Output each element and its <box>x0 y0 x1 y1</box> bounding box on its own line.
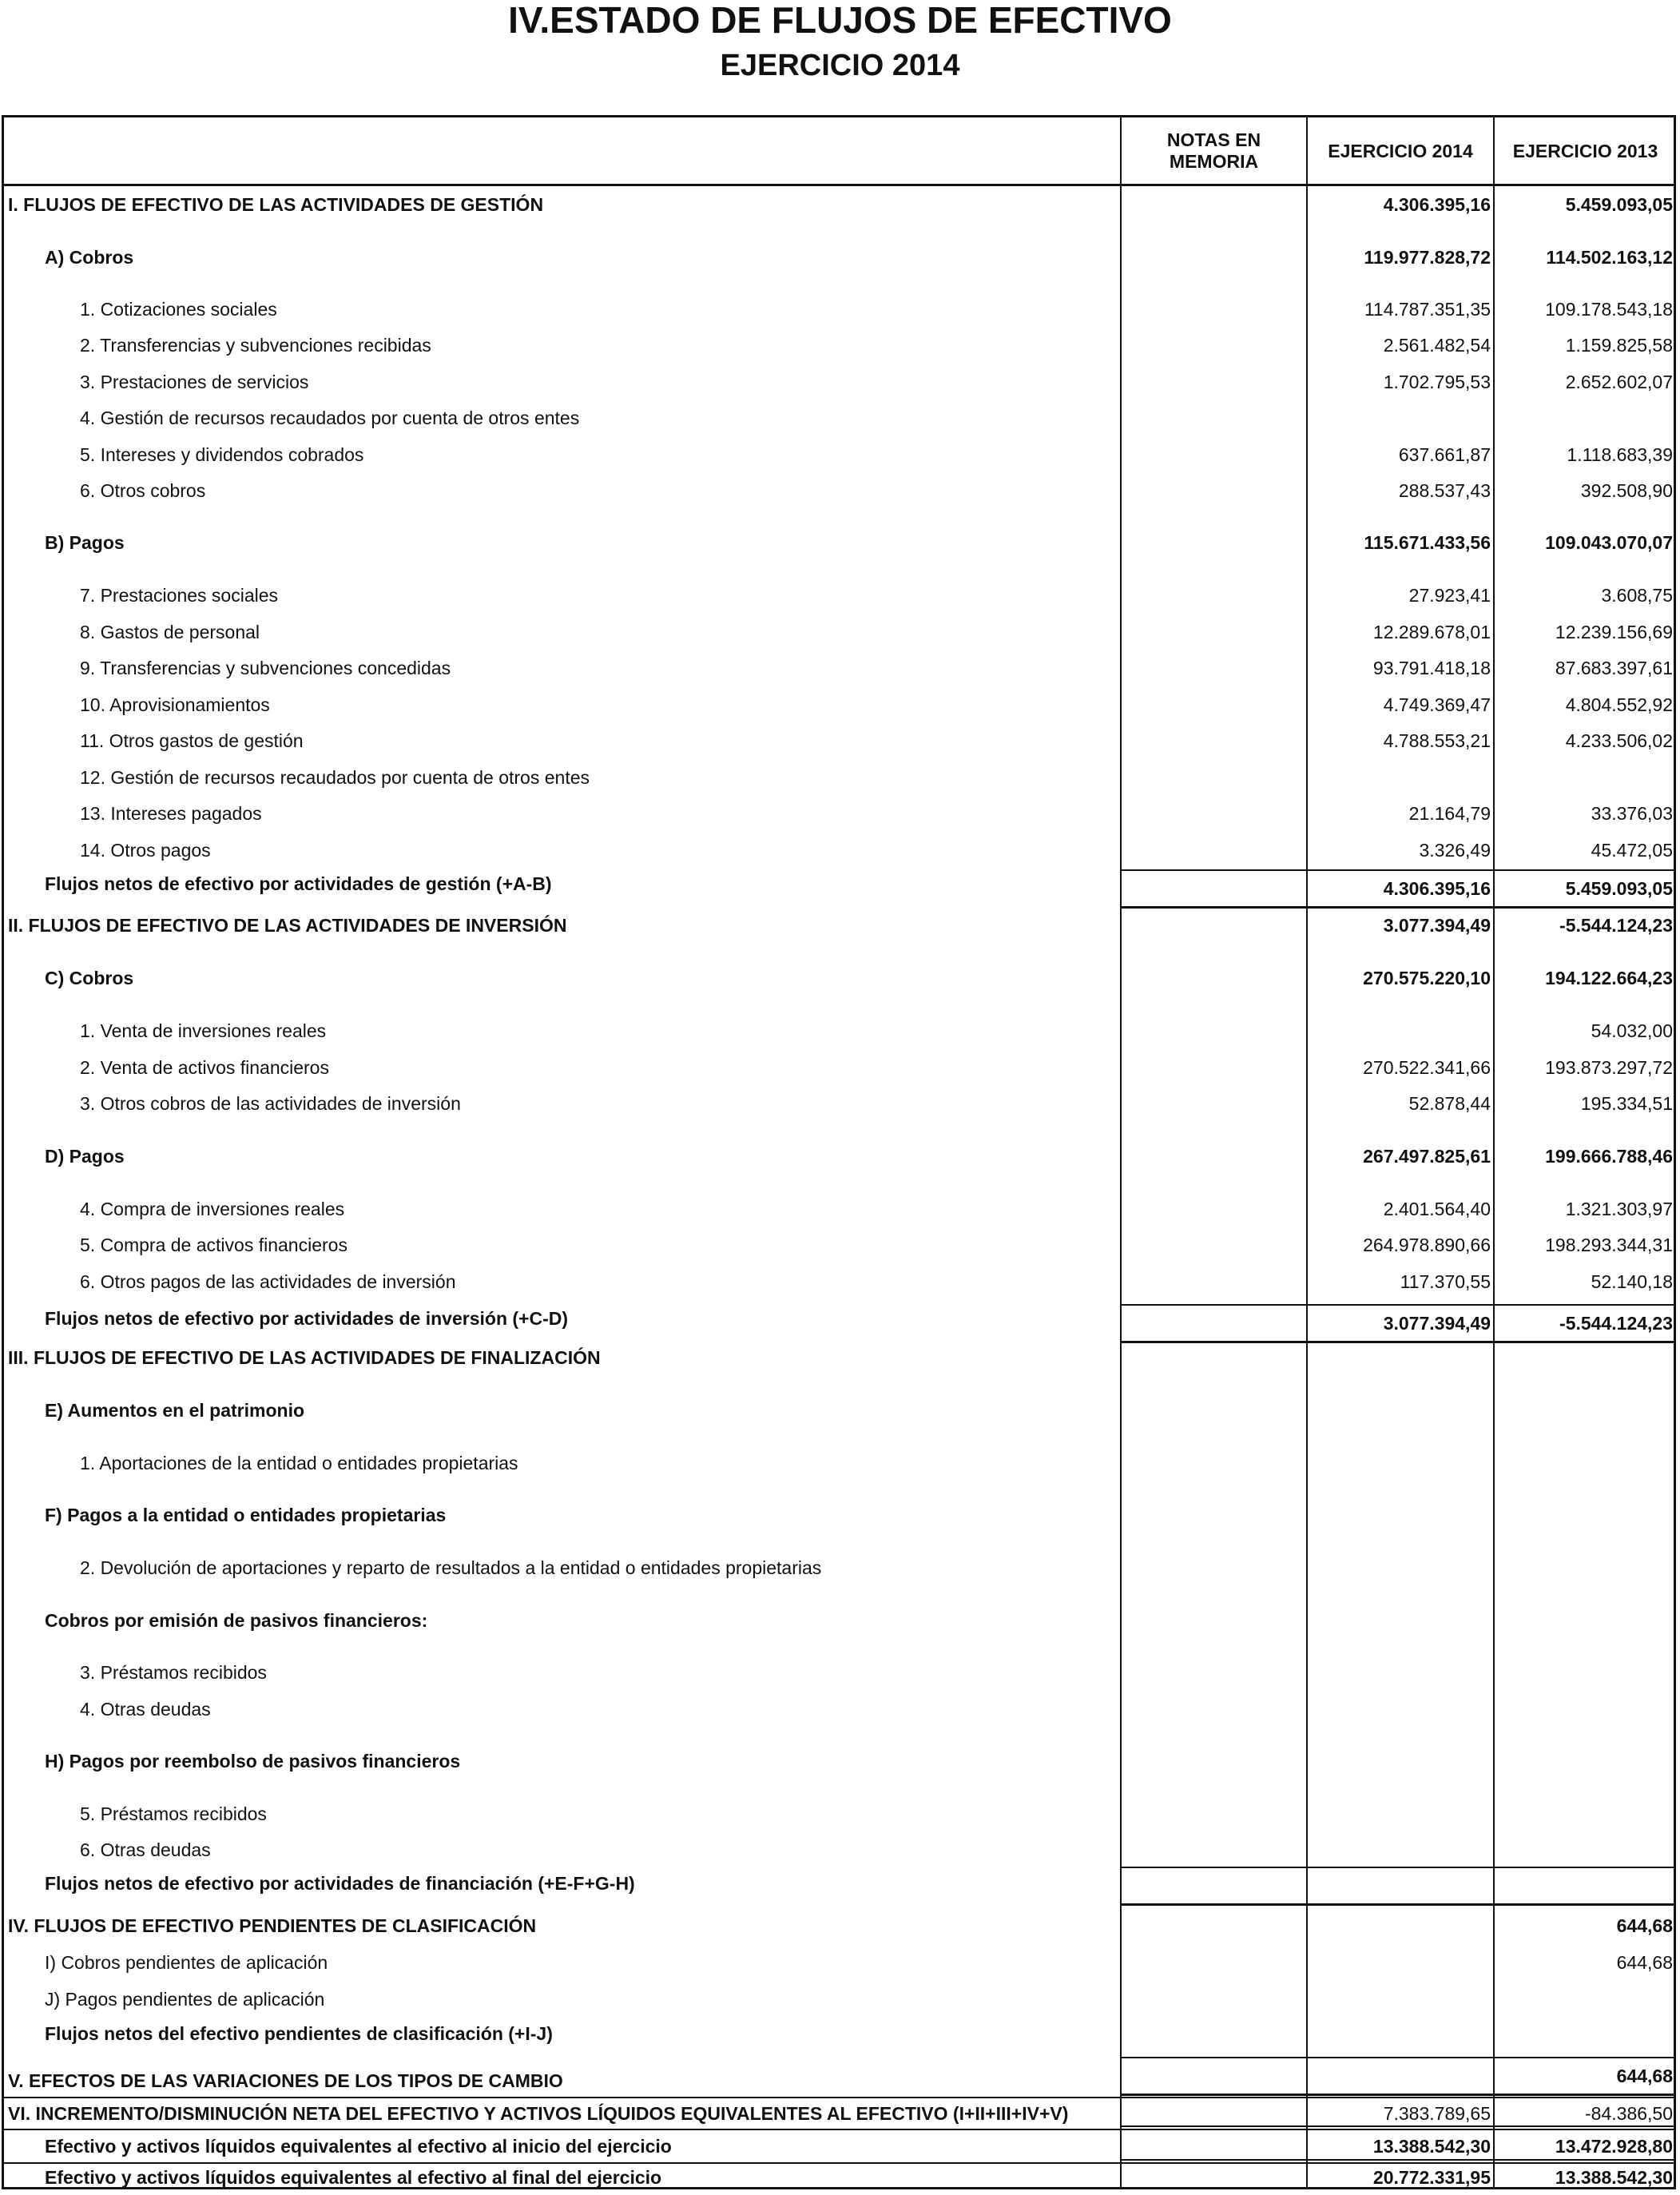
value-2013: 644,68 <box>1616 1952 1673 1973</box>
value-2013: 1.118.683,39 <box>1567 444 1673 465</box>
row-label: 4. Otras deudas <box>80 1699 211 1720</box>
table-row <box>2 2130 1676 2162</box>
row-label: 12. Gestión de recursos recaudados por cuenta de otros entes <box>80 767 590 788</box>
row-label: 2. Transferencias y subvenciones recibidas <box>80 335 431 356</box>
value-2014: 3.077.394,49 <box>1383 1313 1491 1334</box>
row-label: Flujos netos de efectivo por actividades de financiación (+E-F+G-H) <box>45 1873 635 1894</box>
row-label: 6. Otras deudas <box>80 1839 211 1860</box>
col-header-notes-line2: MEMORIA <box>1169 151 1259 172</box>
row-label: 5. Compra de activos financieros <box>80 1235 348 1255</box>
value-2013: 4.804.552,92 <box>1565 694 1673 715</box>
value-2013: -5.544.124,23 <box>1559 1313 1673 1334</box>
table-row <box>2 1342 1676 1374</box>
value-2013: 193.873.297,72 <box>1545 1057 1673 1078</box>
value-2013: 1.321.303,97 <box>1565 1199 1673 1219</box>
value-2014: 4.749.369,47 <box>1383 694 1491 715</box>
value-2014: 1.702.795,53 <box>1383 372 1491 392</box>
row-label: 2. Venta de activos financieros <box>80 1057 329 1078</box>
row-label: J) Pagos pendientes de aplicación <box>45 1989 325 2010</box>
row-label: F) Pagos a la entidad o entidades propietarias <box>45 1505 447 1525</box>
table-row <box>2 1088 1676 1119</box>
value-2013: 114.502.163,12 <box>1546 247 1673 268</box>
row-label: 5. Préstamos recibidos <box>80 1803 267 1824</box>
value-2013: 109.043.070,07 <box>1545 532 1673 553</box>
value-2014: 117.370,55 <box>1400 1271 1491 1292</box>
value-2013: 199.666.788,46 <box>1545 1146 1673 1167</box>
table-row <box>2 2018 1676 2050</box>
table-row <box>2 1447 1676 1479</box>
row-label: II. FLUJOS DE EFECTIVO DE LAS ACTIVIDADES DE INVERSIÓN <box>8 915 567 936</box>
value-2014: 20.772.331,95 <box>1372 2167 1491 2188</box>
value-2013: 52.140,18 <box>1591 1271 1673 1292</box>
value-2013: 5.459.093,05 <box>1565 194 1673 215</box>
table-row <box>2 797 1676 829</box>
row-label: 3. Otros cobros de las actividades de inversión <box>80 1093 461 1114</box>
table-row <box>2 761 1676 793</box>
table-row <box>2 439 1676 471</box>
row-label: IV. FLUJOS DE EFECTIVO PENDIENTES DE CLASIFICACIÓN <box>8 1915 537 1936</box>
table-row <box>2 475 1676 507</box>
value-2014: 115.671.433,56 <box>1364 532 1491 553</box>
value-2013: 109.178.543,18 <box>1545 299 1673 320</box>
value-2013: 392.508,90 <box>1580 480 1673 501</box>
table-row <box>2 1693 1676 1725</box>
value-2014: 13.388.542,30 <box>1372 2136 1491 2157</box>
value-2014: 4.788.553,21 <box>1383 730 1491 751</box>
row-label: Flujos netos de efectivo por actividades de gestión (+A-B) <box>45 873 552 894</box>
row-label: 3. Prestaciones de servicios <box>80 372 309 392</box>
value-2013: 194.122.664,23 <box>1545 968 1673 988</box>
value-2013: -84.386,50 <box>1585 2103 1673 2124</box>
value-2014: 270.575.220,10 <box>1363 968 1491 988</box>
row-label: 3. Préstamos recibidos <box>80 1662 267 1683</box>
value-2014: 270.522.341,66 <box>1363 1057 1491 1078</box>
table-row <box>2 1656 1676 1688</box>
col-header-2013: EJERCICIO 2013 <box>1512 140 1658 161</box>
value-2014: 267.497.825,61 <box>1363 1146 1491 1167</box>
row-label: 4. Compra de inversiones reales <box>80 1199 345 1219</box>
table-row <box>2 1193 1676 1225</box>
value-2013: 5.459.093,05 <box>1565 878 1673 899</box>
value-2013: 198.293.344,31 <box>1545 1235 1673 1255</box>
value-2014: 2.561.482,54 <box>1383 335 1491 356</box>
table-row <box>2 616 1676 648</box>
value-2013: 12.239.156,69 <box>1555 622 1673 642</box>
value-2014: 264.978.890,66 <box>1363 1235 1491 1255</box>
table-row <box>2 1552 1676 1584</box>
row-label: C) Cobros <box>45 968 134 988</box>
value-2013: 195.334,51 <box>1580 1093 1673 1114</box>
table-row <box>2 402 1676 434</box>
table-row <box>2 1307 1676 1339</box>
value-2013: -5.544.124,23 <box>1559 915 1673 936</box>
table-row <box>2 189 1676 221</box>
row-label: Flujos netos de efectivo por actividades de inversión (+C-D) <box>45 1308 569 1329</box>
value-2014: 3.077.394,49 <box>1383 915 1491 936</box>
row-label: B) Pagos <box>45 532 125 553</box>
row-label: Flujos netos del efectivo pendientes de clasificación (+I-J) <box>45 2023 553 2044</box>
table-row <box>2 962 1676 994</box>
row-label: 8. Gastos de personal <box>80 622 260 642</box>
subtotal-line <box>1120 2057 1676 2058</box>
table-row <box>2 1394 1676 1426</box>
statement-subtitle: EJERCICIO 2014 <box>720 49 960 82</box>
row-label: 6. Otros cobros <box>80 480 206 501</box>
value-2013: 87.683.397,61 <box>1555 658 1673 678</box>
row-label: 14. Otros pagos <box>80 840 211 861</box>
col-header-notes-line1: NOTAS EN <box>1166 129 1261 150</box>
row-label: 2. Devolución de aportaciones y reparto de resultados a la entidad o entidades propietarias <box>80 1557 822 1578</box>
table-row <box>2 1946 1676 1978</box>
row-label: Efectivo y activos líquidos equivalentes al efectivo al inicio del ejercicio <box>45 2136 672 2157</box>
table-row <box>2 1229 1676 1261</box>
table-row <box>2 2098 1676 2129</box>
table-row <box>2 873 1676 905</box>
value-2014: 52.878,44 <box>1408 1093 1491 1114</box>
row-label: 1. Venta de inversiones reales <box>80 1020 327 1041</box>
table-row <box>2 2065 1676 2097</box>
row-label: 10. Aprovisionamientos <box>80 694 270 715</box>
value-2013: 13.388.542,30 <box>1555 2167 1673 2188</box>
value-2014: 288.537,43 <box>1398 480 1491 501</box>
table-row <box>2 1604 1676 1636</box>
row-label: 7. Prestaciones sociales <box>80 585 279 606</box>
row-label: E) Aumentos en el patrimonio <box>45 1400 305 1421</box>
table-row <box>2 2161 1676 2193</box>
table-row <box>2 1834 1676 1866</box>
header-divider <box>2 184 1676 186</box>
row-label: 1. Cotizaciones sociales <box>80 299 277 320</box>
value-2013: 33.376,03 <box>1591 803 1673 824</box>
row-label: H) Pagos por reembolso de pasivos financieros <box>45 1751 461 1772</box>
table-row <box>2 1910 1676 1942</box>
table-row <box>2 1052 1676 1084</box>
row-label: I) Cobros pendientes de aplicación <box>45 1952 328 1973</box>
table-row <box>2 834 1676 866</box>
value-2013: 644,68 <box>1616 1915 1673 1936</box>
table-row <box>2 1140 1676 1172</box>
value-2013: 4.233.506,02 <box>1565 730 1673 751</box>
row-label: VI. INCREMENTO/DISMINUCIÓN NETA DEL EFECTIVO Y ACTIVOS LÍQUIDOS EQUIVALENTES AL EFECTIVO (I+II+III+IV+V) <box>8 2103 1069 2124</box>
value-2013: 45.472,05 <box>1591 840 1673 861</box>
table-row <box>2 1798 1676 1830</box>
row-label: I. FLUJOS DE EFECTIVO DE LAS ACTIVIDADES DE GESTIÓN <box>8 194 544 215</box>
table-row <box>2 1867 1676 1899</box>
row-label: Cobros por emisión de pasivos financieros: <box>45 1610 428 1631</box>
table-row <box>2 293 1676 325</box>
value-2014: 119.977.828,72 <box>1364 247 1491 268</box>
row-label: 6. Otros pagos de las actividades de inversión <box>80 1271 456 1292</box>
row-label: 13. Intereses pagados <box>80 803 262 824</box>
row-label: 11. Otros gastos de gestión <box>80 730 304 751</box>
value-2014: 93.791.418,18 <box>1372 658 1491 678</box>
row-label: 1. Aportaciones de la entidad o entidades propietarias <box>80 1453 518 1473</box>
value-2014: 12.289.678,01 <box>1372 622 1491 642</box>
value-2014: 21.164,79 <box>1408 803 1491 824</box>
row-label: D) Pagos <box>45 1146 125 1167</box>
table-row <box>2 1745 1676 1777</box>
value-2014: 7.383.789,65 <box>1383 2103 1491 2124</box>
subtotal-line <box>1120 1903 1676 1906</box>
value-2013: 13.472.928,80 <box>1555 2136 1673 2157</box>
table-row <box>2 1499 1676 1531</box>
row-label: 9. Transferencias y subvenciones concedidas <box>80 658 451 678</box>
row-label: V. EFECTOS DE LAS VARIACIONES DE LOS TIPOS DE CAMBIO <box>8 2070 563 2091</box>
row-label: Efectivo y activos líquidos equivalentes al efectivo al final del ejercicio <box>45 2167 662 2188</box>
table-row <box>2 1983 1676 2015</box>
value-2014: 637.661,87 <box>1398 444 1491 465</box>
value-2013: 54.032,00 <box>1591 1020 1673 1041</box>
table-row <box>2 689 1676 721</box>
table-row <box>2 1266 1676 1298</box>
value-2014: 27.923,41 <box>1408 585 1491 606</box>
table-row <box>2 329 1676 361</box>
row-label: 5. Intereses y dividendos cobrados <box>80 444 364 465</box>
table-row <box>2 652 1676 684</box>
value-2013: 1.159.825,58 <box>1565 335 1673 356</box>
row-label: III. FLUJOS DE EFECTIVO DE LAS ACTIVIDADES DE FINALIZACIÓN <box>8 1347 601 1368</box>
value-2014: 3.326,49 <box>1419 840 1491 861</box>
value-2013: 3.608,75 <box>1601 585 1673 606</box>
value-2013: 2.652.602,07 <box>1565 372 1673 392</box>
value-2014: 4.306.395,16 <box>1383 194 1491 215</box>
value-2014: 2.401.564,40 <box>1383 1199 1491 1219</box>
row-label: A) Cobros <box>45 247 134 268</box>
table-row <box>2 366 1676 398</box>
table-row <box>2 527 1676 559</box>
table-row <box>2 1015 1676 1047</box>
col-header-notes <box>1122 118 1306 184</box>
row-label: 4. Gestión de recursos recaudados por cuenta de otros entes <box>80 408 580 428</box>
table-row <box>2 725 1676 757</box>
value-2013: 644,68 <box>1616 2066 1673 2086</box>
subtotal-line <box>1120 906 1676 909</box>
value-2014: 114.787.351,35 <box>1364 299 1491 320</box>
col-header-2014: EJERCICIO 2014 <box>1328 140 1473 161</box>
table-row <box>2 909 1676 941</box>
statement-title: IV.ESTADO DE FLUJOS DE EFECTIVO <box>508 0 1172 41</box>
table-row <box>2 579 1676 611</box>
table-row <box>2 241 1676 273</box>
value-2014: 4.306.395,16 <box>1383 878 1491 899</box>
